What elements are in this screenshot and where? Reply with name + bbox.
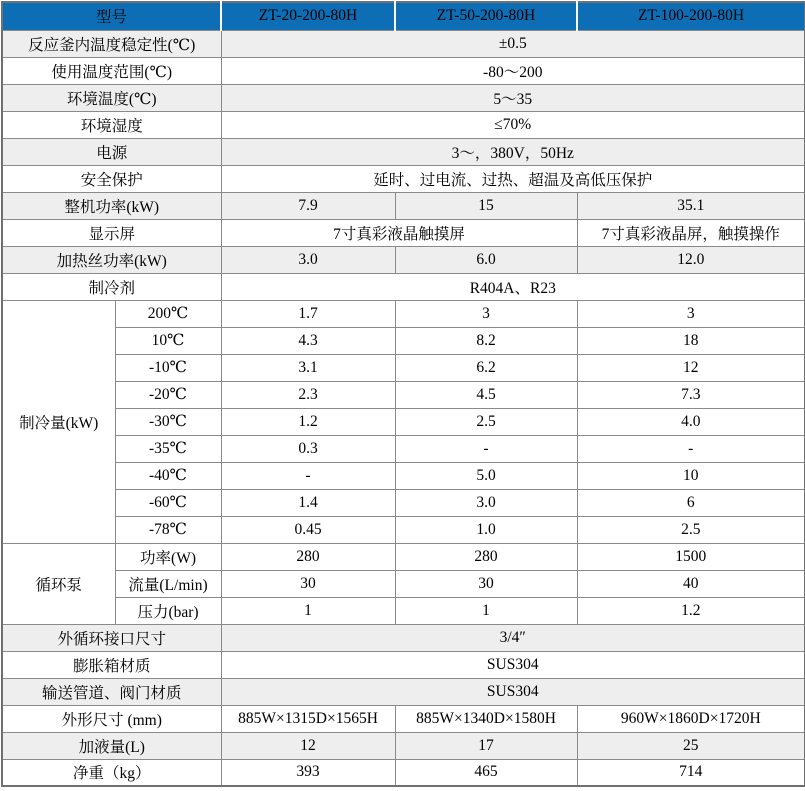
header-model-2: ZT-50-200-80H [395, 2, 577, 30]
cell-value: SUS304 [221, 678, 805, 705]
cell-value: 3/4″ [221, 624, 805, 651]
temp-label: 10℃ [115, 327, 221, 354]
table-row [2, 138, 805, 165]
cell-value: 延时、过电流、过热、超温及高低压保护 [221, 165, 805, 192]
table-row [2, 192, 805, 219]
cell-value: 12.0 [577, 246, 805, 273]
temp-label: -30℃ [115, 408, 221, 435]
cell-value: 12 [221, 732, 395, 759]
row-label: 整机功率(kW) [2, 192, 221, 219]
spec-table [1, 1, 805, 787]
row-label: 电源 [2, 138, 221, 165]
table-row [2, 327, 805, 354]
table-row [2, 408, 805, 435]
row-label: 净重（kg） [2, 759, 221, 786]
table-row [2, 300, 805, 327]
table-row [2, 57, 805, 84]
row-label: 输送管道、阀门材质 [2, 678, 221, 705]
cell-value: 6.2 [395, 354, 577, 381]
cell-value: 1500 [577, 543, 805, 570]
cell-value: R404A、R23 [221, 273, 805, 300]
table-header-row [2, 2, 805, 30]
cell-value: 1.0 [395, 516, 577, 543]
table-row [2, 543, 805, 570]
cell-value: 714 [577, 759, 805, 786]
cell-value: 15 [395, 192, 577, 219]
row-label: 环境湿度 [2, 111, 221, 138]
cell-value: 17 [395, 732, 577, 759]
cell-value: 10 [577, 462, 805, 489]
table-row [2, 570, 805, 597]
table-row [2, 597, 805, 624]
cell-value: 280 [221, 543, 395, 570]
cell-value: 3～，380V，50Hz [221, 138, 805, 165]
param-label: 功率(W) [115, 543, 221, 570]
row-label: 制冷剂 [2, 273, 221, 300]
table-row [2, 678, 805, 705]
cell-value: 4.3 [221, 327, 395, 354]
table-row [2, 516, 805, 543]
temp-label: -20℃ [115, 381, 221, 408]
param-label: 压力(bar) [115, 597, 221, 624]
cell-value: SUS304 [221, 651, 805, 678]
cell-value: 6.0 [395, 246, 577, 273]
row-label: 膨胀箱材质 [2, 651, 221, 678]
row-label: 反应釜内温度稳定性(℃) [2, 30, 221, 57]
row-label: 环境温度(℃) [2, 84, 221, 111]
cell-value: 1 [395, 597, 577, 624]
table-row [2, 489, 805, 516]
row-label: 安全保护 [2, 165, 221, 192]
cell-value: - [221, 462, 395, 489]
cell-value: 25 [577, 732, 805, 759]
temp-label: -35℃ [115, 435, 221, 462]
cell-value: 1 [221, 597, 395, 624]
cell-value: 30 [221, 570, 395, 597]
cell-value: 2.3 [221, 381, 395, 408]
cell-value: 1.2 [221, 408, 395, 435]
cell-value: 885W×1340D×1580H [395, 705, 577, 732]
cell-value: 6 [577, 489, 805, 516]
cell-value: 3.0 [221, 246, 395, 273]
table-row [2, 462, 805, 489]
table-row [2, 651, 805, 678]
cell-value: 3 [395, 300, 577, 327]
table-row [2, 84, 805, 111]
cell-value: 465 [395, 759, 577, 786]
cell-value: 0.3 [221, 435, 395, 462]
table-row [2, 30, 805, 57]
cell-value: 7.9 [221, 192, 395, 219]
table-row [2, 273, 805, 300]
cell-value: 2.5 [577, 516, 805, 543]
table-row [2, 219, 805, 246]
table-row [2, 354, 805, 381]
cell-value: 18 [577, 327, 805, 354]
cell-value: 8.2 [395, 327, 577, 354]
cell-value: 7寸真彩液晶屏，触摸操作 [577, 219, 805, 246]
table-row [2, 732, 805, 759]
section-label: 循环泵 [2, 543, 115, 624]
temp-label: -10℃ [115, 354, 221, 381]
cell-value: 30 [395, 570, 577, 597]
cell-value: 960W×1860D×1720H [577, 705, 805, 732]
header-model-label: 型号 [2, 2, 221, 30]
row-label: 外形尺寸 (mm) [2, 705, 221, 732]
cell-value: 3.1 [221, 354, 395, 381]
header-model-3: ZT-100-200-80H [577, 2, 805, 30]
table-row [2, 111, 805, 138]
temp-label: -78℃ [115, 516, 221, 543]
cell-value: 7.3 [577, 381, 805, 408]
cell-value: - [577, 435, 805, 462]
param-label: 流量(L/min) [115, 570, 221, 597]
cell-value: 1.2 [577, 597, 805, 624]
table-row [2, 381, 805, 408]
cell-value: - [395, 435, 577, 462]
cell-value: 280 [395, 543, 577, 570]
cell-value: -80～200 [221, 57, 805, 84]
temp-label: 200℃ [115, 300, 221, 327]
row-label: 加液量(L) [2, 732, 221, 759]
cell-value: 3.0 [395, 489, 577, 516]
cell-value: 885W×1315D×1565H [221, 705, 395, 732]
temp-label: -60℃ [115, 489, 221, 516]
cell-value: 7寸真彩液晶触摸屏 [221, 219, 577, 246]
row-label: 显示屏 [2, 219, 221, 246]
cell-value: 1.7 [221, 300, 395, 327]
header-model-1: ZT-20-200-80H [221, 2, 395, 30]
table-row [2, 624, 805, 651]
table-row [2, 165, 805, 192]
cell-value: ≤70% [221, 111, 805, 138]
section-label: 制冷量(kW) [2, 300, 115, 543]
table-row [2, 705, 805, 732]
cell-value: 393 [221, 759, 395, 786]
table-row [2, 759, 805, 786]
cell-value: 1.4 [221, 489, 395, 516]
cell-value: 0.45 [221, 516, 395, 543]
cell-value: 35.1 [577, 192, 805, 219]
cell-value: 2.5 [395, 408, 577, 435]
cell-value: 5.0 [395, 462, 577, 489]
row-label: 外循环接口尺寸 [2, 624, 221, 651]
table-row [2, 435, 805, 462]
cell-value: 3 [577, 300, 805, 327]
cell-value: 5～35 [221, 84, 805, 111]
table-row [2, 246, 805, 273]
cell-value: 4.0 [577, 408, 805, 435]
spec-table-body [2, 30, 805, 786]
row-label: 加热丝功率(kW) [2, 246, 221, 273]
cell-value: 40 [577, 570, 805, 597]
cell-value: 4.5 [395, 381, 577, 408]
cell-value: 12 [577, 354, 805, 381]
cell-value: ±0.5 [221, 30, 805, 57]
row-label: 使用温度范围(℃) [2, 57, 221, 84]
temp-label: -40℃ [115, 462, 221, 489]
